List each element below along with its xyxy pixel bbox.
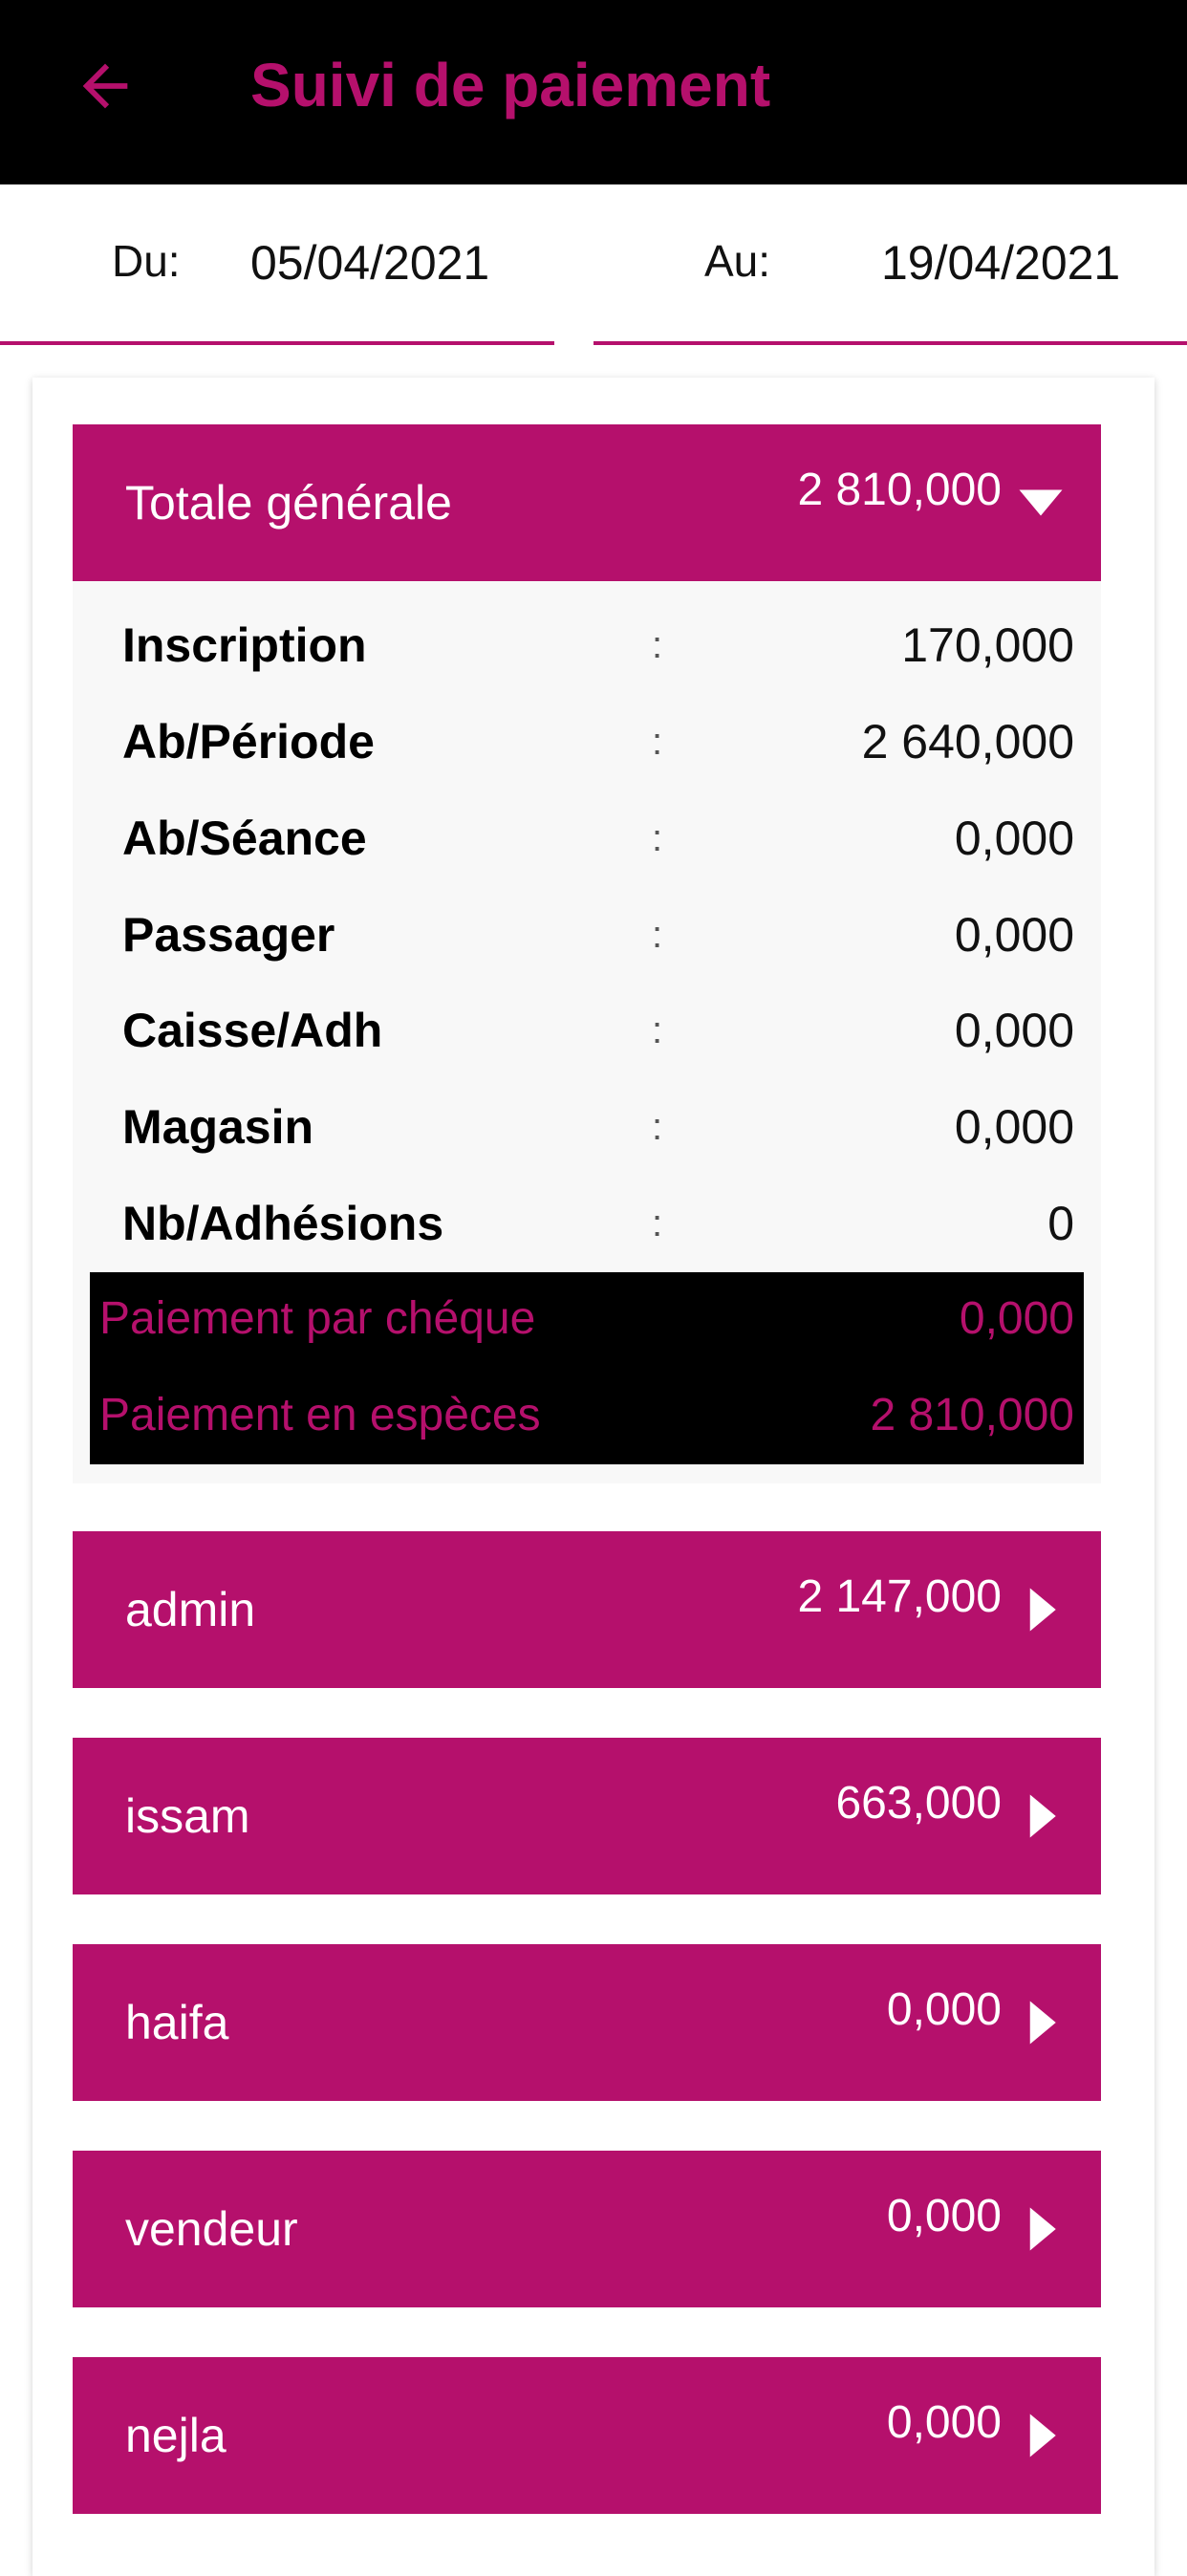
detail-value: 0,000: [954, 1100, 1074, 1154]
user-name: nejla: [125, 2409, 227, 2462]
caret-right-icon: [1015, 1584, 1067, 1635]
user-row-vendeur[interactable]: [73, 2151, 1101, 2307]
payment-label: Paiement en espèces: [99, 1390, 541, 1440]
user-name: vendeur: [125, 2202, 298, 2256]
caret-right-icon: [1015, 1790, 1067, 1842]
caret-right-icon: [1015, 1997, 1067, 2048]
user-row-nejla[interactable]: [73, 2357, 1101, 2514]
total-amount: 2 810,000: [797, 465, 1002, 515]
page-title: Suivi de paiement: [250, 51, 771, 119]
user-name: issam: [125, 1789, 250, 1843]
caret-right-icon: [1015, 2410, 1067, 2461]
user-row-admin[interactable]: [73, 1531, 1101, 1688]
detail-value: 0,000: [954, 1004, 1074, 1057]
user-amount: 663,000: [835, 1778, 1002, 1829]
to-date-label: Au:: [704, 236, 771, 286]
detail-value: 170,000: [901, 618, 1074, 672]
detail-separator: :: [652, 914, 663, 956]
detail-label: Caisse/Adh: [122, 1004, 383, 1057]
payment-value: 2 810,000: [870, 1390, 1074, 1440]
detail-row-magasin: [122, 1093, 1074, 1160]
detail-value: 0,000: [954, 812, 1074, 865]
user-row-issam[interactable]: [73, 1738, 1101, 1894]
detail-label: Inscription: [122, 618, 367, 672]
arrow-left-icon: [72, 53, 139, 119]
detail-separator: :: [652, 624, 663, 666]
caret-right-icon: [1015, 2203, 1067, 2255]
from-date-value[interactable]: 05/04/2021: [250, 236, 490, 290]
detail-value: 0: [1047, 1197, 1074, 1250]
payment-row-especes: [99, 1382, 1074, 1449]
user-amount: 0,000: [886, 1984, 1002, 2035]
user-amount: 2 147,000: [797, 1571, 1002, 1622]
detail-label: Passager: [122, 908, 335, 962]
detail-label: Ab/Séance: [122, 812, 367, 865]
detail-row-passager: [122, 901, 1074, 968]
detail-row-nb-adhesions: [122, 1190, 1074, 1257]
detail-value: 2 640,000: [861, 715, 1074, 768]
payment-row-cheque: [99, 1286, 1074, 1353]
payment-value: 0,000: [959, 1293, 1074, 1344]
detail-label: Nb/Adhésions: [122, 1197, 444, 1250]
detail-row-ab-seance: [122, 805, 1074, 872]
user-name: admin: [125, 1583, 256, 1636]
payment-label: Paiement par chéque: [99, 1293, 536, 1344]
caret-down-icon: [1015, 477, 1067, 529]
from-date-label: Du:: [112, 236, 181, 286]
detail-separator: :: [652, 1106, 663, 1148]
detail-label: Ab/Période: [122, 715, 375, 768]
user-row-haifa[interactable]: [73, 1944, 1101, 2101]
user-amount: 0,000: [886, 2397, 1002, 2448]
detail-separator: :: [652, 1009, 663, 1051]
total-header[interactable]: [73, 424, 1101, 581]
detail-row-ab-periode: [122, 708, 1074, 775]
user-amount: 0,000: [886, 2191, 1002, 2241]
app-bar: [0, 0, 1187, 184]
detail-separator: :: [652, 1202, 663, 1245]
back-button[interactable]: [67, 48, 143, 124]
detail-label: Magasin: [122, 1100, 314, 1154]
user-name: haifa: [125, 1996, 229, 2049]
detail-separator: :: [652, 721, 663, 763]
detail-separator: :: [652, 817, 663, 859]
to-date-value[interactable]: 19/04/2021: [881, 236, 1121, 290]
detail-value: 0,000: [954, 908, 1074, 962]
total-label: Totale générale: [125, 476, 452, 530]
detail-row-caisse-adh: [122, 997, 1074, 1064]
detail-row-inscription: [122, 612, 1074, 679]
